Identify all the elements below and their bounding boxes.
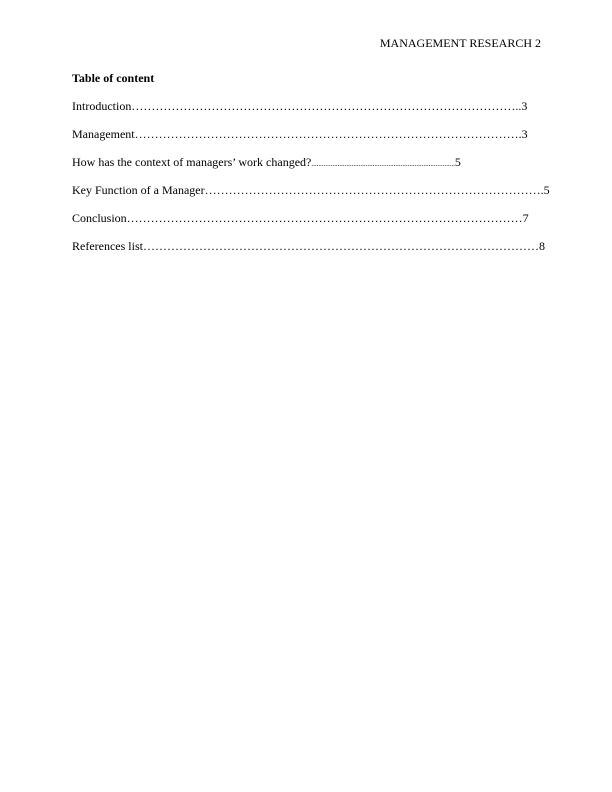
toc-leader: ……………………………………………………………………………………… (142, 239, 539, 253)
toc-entry-label: Conclusion (72, 211, 127, 225)
toc-entry-conclusion (72, 211, 542, 225)
toc-leader: …………………………………………………………………………………….. (131, 99, 522, 113)
toc-leader: .................................................................................. (311, 160, 455, 168)
toc-page-number: 5 (454, 155, 461, 169)
toc-entry-label: References list (72, 239, 143, 253)
toc-entry-label: How has the context of managers’ work changed? (72, 155, 312, 169)
toc-title: Table of content (72, 71, 155, 85)
running-head: MANAGEMENT RESEARCH 2 (379, 36, 541, 50)
toc-entry-introduction (72, 99, 542, 113)
toc-leader: ……………………………………………………………………………………. (134, 127, 522, 141)
toc-page-number: 3 (521, 127, 528, 141)
toc-entry-management (72, 127, 542, 141)
toc-list (72, 99, 550, 267)
toc-entry-key-function (72, 183, 550, 197)
toc-entry-label: Management (72, 127, 135, 141)
toc-leader: …………………………………………………………………………. (204, 183, 544, 197)
toc-entry-context-change (72, 155, 542, 169)
toc-entry-references (72, 239, 545, 253)
toc-entry-label: Introduction (72, 99, 132, 113)
toc-page-number: 3 (521, 99, 528, 113)
toc-entry-label: Key Function of a Manager (72, 183, 205, 197)
toc-page-number: 8 (538, 239, 545, 253)
toc-leader: ……………………………………………………………………………………… (126, 211, 523, 225)
toc-page-number: 5 (543, 183, 550, 197)
toc-page-number: 7 (522, 211, 529, 225)
